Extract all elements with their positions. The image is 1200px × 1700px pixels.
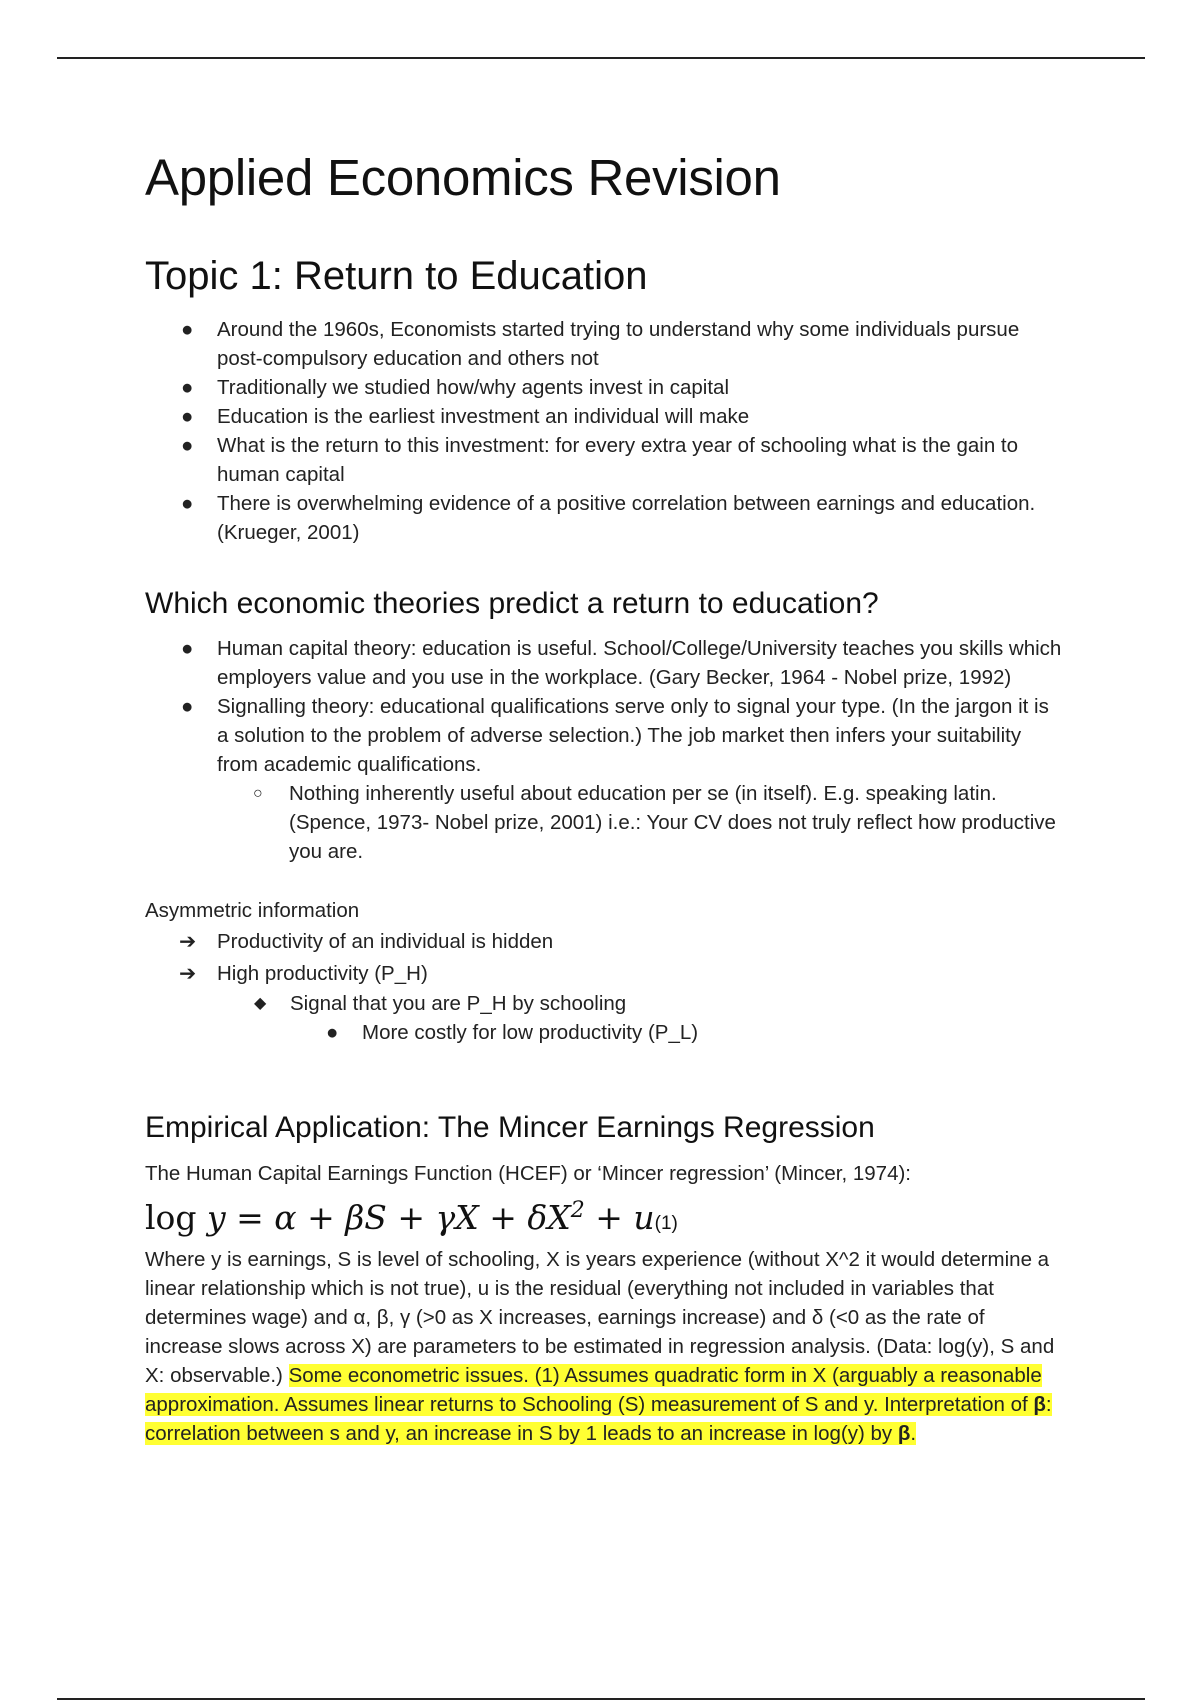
theories-sub-bullets	[217, 779, 1065, 866]
bullet-diamond-icon: ◆	[254, 995, 267, 1012]
asymmetric-dot-list	[326, 1018, 1065, 1047]
list-item: ● Traditionally we studied how/why agents invest in capital	[145, 373, 1065, 402]
list-item: ○ Nothing inherently useful about education per se (in itself). E.g. speaking latin. (Spence, 1973- Nobel prize, 2001) i.e.: Your CV does not truly reflect how productive you are.	[217, 779, 1065, 866]
asymmetric-info-label: Asymmetric information	[145, 899, 360, 922]
equation-number: (1)	[654, 1213, 678, 1234]
list-item: ● Education is the earliest investment an individual will make	[145, 402, 1065, 431]
bullet-dot-icon: ●	[181, 492, 194, 515]
asymmetric-arrow-list	[145, 927, 1065, 988]
topic-1-heading: Topic 1: Return to Education	[145, 254, 648, 298]
list-item: ➔ Productivity of an individual is hidden	[145, 927, 1065, 956]
bullet-dot-icon: ●	[181, 434, 194, 457]
list-item: ● Human capital theory: education is useful. School/College/University teaches you skills which employers value and you use in the workplace. (Gary Becker, 1964 - Nobel prize, 1992)	[145, 634, 1065, 692]
highlighted-text: Some econometric issues. (1) Assumes quadratic form in X (arguably a reasonable approximation. Assumes linear returns to Schooling (S) measurement of S and y. Interpretation of β: correlation between s and y, an increase in S by 1 leads to an increase in log(y) by β.	[145, 1364, 1052, 1445]
bullet-dot-icon: ●	[181, 405, 194, 428]
theories-bullets	[145, 634, 1065, 779]
bullet-dot-icon: ●	[181, 376, 194, 399]
topic-1-bullets	[145, 315, 1065, 547]
mincer-formula: $\log y = \alpha + \beta S + \gamma X + \delta X^2 + u(1)$	[145, 1198, 678, 1237]
bullet-circle-icon: ○	[253, 785, 263, 802]
list-item: ● There is overwhelming evidence of a positive correlation between earnings and education. (Krueger, 2001)	[145, 489, 1065, 547]
bullet-dot-icon: ●	[181, 318, 194, 341]
list-item: ● Signalling theory: educational qualifications serve only to signal your type. (In the jargon it is a solution to the problem of adverse selection.) The job market then infers your suitability from academic qualifications.	[145, 692, 1065, 779]
mincer-intro: The Human Capital Earnings Function (HCEF) or ‘Mincer regression’ (Mincer, 1974):	[145, 1162, 911, 1185]
bullet-dot-icon: ●	[326, 1021, 339, 1044]
arrow-right-icon: ➔	[179, 962, 197, 985]
list-item: ● More costly for low productivity (P_L)	[362, 1018, 1065, 1047]
document-body	[145, 135, 1065, 1448]
list-item: ◆ Signal that you are P_H by schooling	[290, 989, 1065, 1018]
mincer-paragraph: Where y is earnings, S is level of schooling, X is years experience (without X^2 it would determine a linear relationship which is not true), u is the residual (everything not included in variables that determines wage) and α, β, γ (>0 as X increases, earnings increase) and δ (<0 as the rate of increase slows across X) are parameters to be estimated in regression analysis. (Data: log(y), S and X: observable.) Some econometric issues. (1) Assumes quadratic form in X (arguably a reasonable approximation. Assumes linear returns to Schooling (S) measurement of S and y. Interpretation of β: correlation between s and y, an increase in S by 1 leads to an increase in log(y) by β.	[145, 1248, 1055, 1445]
bullet-dot-icon: ●	[181, 637, 194, 660]
top-rule	[57, 57, 1145, 59]
list-item: ➔ High productivity (P_H)	[145, 959, 1065, 988]
asymmetric-diamond-list	[254, 989, 1065, 1018]
list-item: ● Around the 1960s, Economists started trying to understand why some individuals pursue post-compulsory education and others not	[145, 315, 1065, 373]
bullet-dot-icon: ●	[181, 695, 194, 718]
list-item: ● What is the return to this investment: for every extra year of schooling what is the gain to human capital	[145, 431, 1065, 489]
theories-heading: Which economic theories predict a return to education?	[145, 587, 879, 620]
arrow-right-icon: ➔	[179, 930, 197, 953]
mincer-heading: Empirical Application: The Mincer Earnings Regression	[145, 1111, 875, 1144]
page-title: Applied Economics Revision	[145, 149, 781, 206]
